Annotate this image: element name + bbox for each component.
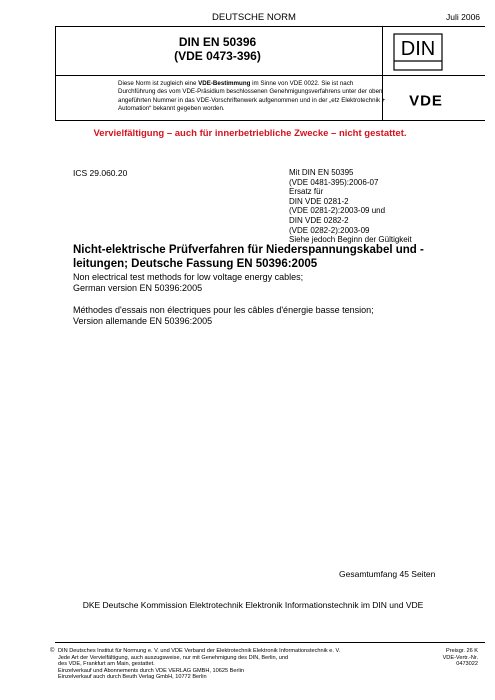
replacement-line: (VDE 0282-2):2003-09 xyxy=(289,225,370,235)
french-title-line: Méthodes d'essais non électriques pour les câbles d'énergie basse tension; xyxy=(73,305,374,315)
frame-top-line xyxy=(55,26,485,27)
replacement-line: Mit DIN EN 50395 xyxy=(289,168,354,177)
replacement-info xyxy=(289,168,412,245)
copyright-line: Jede Art der Vervielfältigung, auch auszugsweise, nur mit Genehmigung des DIN, Berlin, und xyxy=(58,654,289,661)
replacement-line: Ersatz für xyxy=(289,187,324,197)
replacement-line: (VDE 0481-395):2006-07 xyxy=(289,177,379,187)
standard-number: DIN EN 50396 xyxy=(178,35,257,49)
standard-identifier xyxy=(65,35,370,63)
frame-mid-line xyxy=(55,75,485,76)
copyright-block xyxy=(50,648,378,681)
vde-logo xyxy=(395,94,457,106)
order-number: VDE-Vertr.-Nr. 0473022 xyxy=(442,654,478,668)
document-type: DEUTSCHE NORM xyxy=(212,12,296,23)
committee-line: DKE Deutsche Kommission Elektrotechnik Elektronik Informationstechnik im DIN und VDE xyxy=(82,600,424,610)
notice-text-end: im Sinne von VDE 0022. Sie ist nach Durchführung des vom VDE-Präsidium beschlossenen Genehmigungsverfahrens unter der oben angeführten Nummer in das VDE-Vorschriftenwerk aufgenommen und in der „etz Elektrotechnik + Automation“ bekannt gegeben worden. xyxy=(118,80,386,112)
german-title: Nicht-elektrische Prüfverfahren für Niederspannungskabel und -leitungen; Deutsche Fassung EN 50396:2005 xyxy=(73,244,424,270)
copyright-line: DIN Deutsches Institut für Normung e. V. und VDE Verband der Elektrotechnik Elektronik Informationstechnik e. V. xyxy=(58,648,341,654)
french-title xyxy=(73,305,473,327)
english-title xyxy=(73,272,473,294)
total-pages: Gesamtumfang 45 Seiten xyxy=(339,569,436,579)
publication-date: Juli 2006 xyxy=(446,12,481,22)
vde-notice xyxy=(118,80,388,113)
vde-number: (VDE 0473-396) xyxy=(174,49,261,63)
copyright-line: Einzelverkauf auch durch Beuth Verlag GmbH, 10772 Berlin xyxy=(58,674,207,681)
din-logo-text: DIN xyxy=(400,38,436,60)
din-logo xyxy=(392,33,444,71)
vde-logo-text: VDE xyxy=(409,94,443,106)
frame-bottom-line xyxy=(55,120,485,121)
copyright-symbol: © xyxy=(50,648,55,654)
notice-emphasis: VDE-Bestimmung xyxy=(198,80,251,87)
price-group: Preisgr. 26 K xyxy=(445,648,478,654)
english-title-line: German version EN 50396:2005 xyxy=(73,283,203,293)
replacement-line: DIN VDE 0282-2 xyxy=(289,215,349,225)
english-title-line: Non electrical test methods for low voltage energy cables; xyxy=(73,272,304,282)
copyright-line: Einzelverkauf und Abonnements durch VDE VERLAG GMBH, 10625 Berlin xyxy=(58,667,244,674)
ics-code: ICS 29.060.20 xyxy=(73,168,128,178)
replacement-line: Siehe jedoch Beginn der Gültigkeit xyxy=(289,235,412,245)
footer-rule xyxy=(55,642,485,643)
frame-left-line xyxy=(55,26,56,120)
price-block xyxy=(420,648,478,668)
replacement-line: DIN VDE 0281-2 xyxy=(289,196,349,206)
copy-warning: Vervielfältigung – auch für innerbetriebliche Zwecke – nicht gestattet. xyxy=(93,128,407,139)
copyright-line: des VDE, Frankfurt am Main, gestattet. xyxy=(58,661,155,668)
french-title-line: Version allemande EN 50396:2005 xyxy=(73,316,213,326)
replacement-line: (VDE 0281-2):2003-09 und xyxy=(289,206,386,216)
notice-text-start: Diese Norm ist zugleich eine xyxy=(118,80,199,87)
